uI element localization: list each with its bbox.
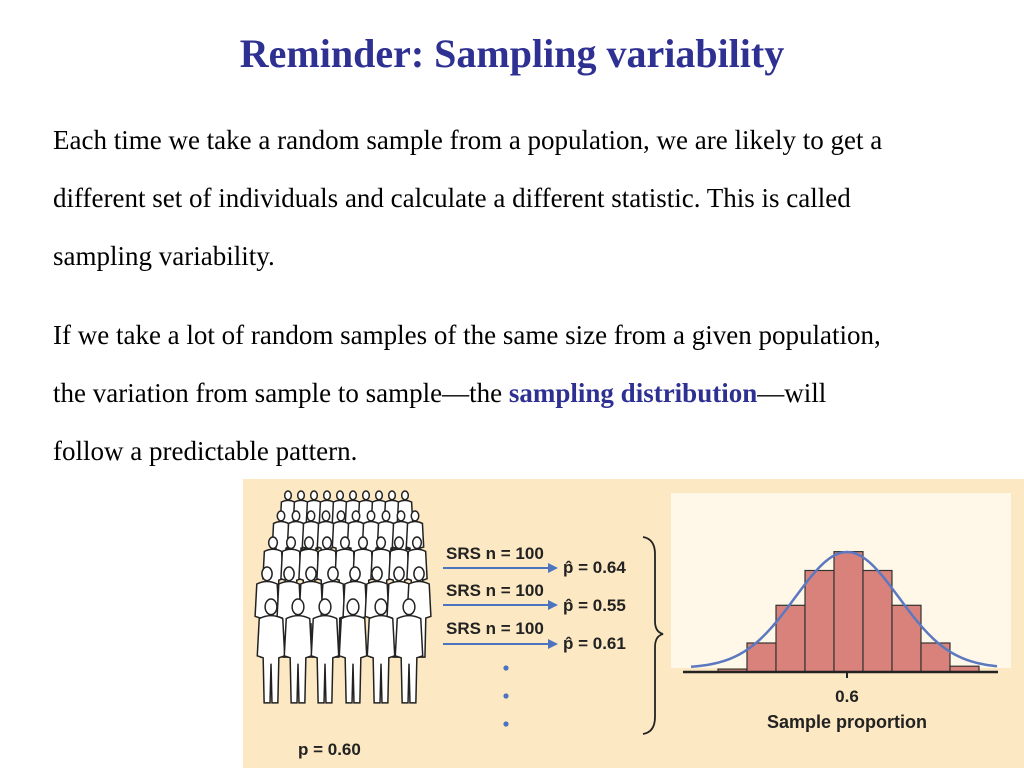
crowd-person bbox=[298, 491, 305, 500]
crowd-person bbox=[307, 511, 314, 521]
sample-3-phat: p̂ = 0.61 bbox=[563, 634, 626, 653]
crowd-person bbox=[339, 616, 366, 703]
crowd-person bbox=[394, 567, 404, 581]
crowd-person bbox=[350, 567, 360, 581]
crowd-person bbox=[311, 491, 318, 500]
crowd-person bbox=[382, 511, 389, 521]
crowd-person bbox=[287, 537, 296, 549]
sample-2-phat: p̂ = 0.55 bbox=[563, 596, 626, 615]
sample-2-srs-label: SRS n = 100 bbox=[446, 581, 544, 600]
x-axis-label: Sample proportion bbox=[766, 712, 928, 732]
crowd-person bbox=[324, 491, 331, 500]
histogram-bar bbox=[863, 571, 892, 673]
sample-3-arrowhead bbox=[548, 639, 558, 649]
crowd-person bbox=[262, 567, 272, 581]
population-crowd-illustration bbox=[255, 491, 431, 703]
crowd-person bbox=[413, 537, 422, 549]
histogram-bar bbox=[892, 605, 921, 672]
para2-end: —will follow a predictable pattern. bbox=[53, 378, 827, 466]
crowd-person bbox=[397, 511, 404, 521]
x-tick-label: 0.6 bbox=[835, 687, 859, 706]
crowd-person bbox=[292, 599, 304, 615]
crowd-person bbox=[337, 511, 344, 521]
histogram-bar bbox=[834, 552, 863, 672]
crowd-person bbox=[292, 511, 299, 521]
crowd-person bbox=[367, 616, 394, 703]
crowd-person bbox=[323, 537, 332, 549]
crowd-person bbox=[389, 491, 396, 500]
sample-2 bbox=[443, 581, 626, 615]
sample-3-srs-label: SRS n = 100 bbox=[446, 619, 544, 638]
crowd-person bbox=[277, 511, 284, 521]
continuation-dot bbox=[503, 721, 508, 726]
paragraph-sampling-distribution bbox=[53, 306, 883, 480]
crowd-person bbox=[328, 567, 338, 581]
curly-brace bbox=[643, 537, 663, 734]
crowd-person bbox=[265, 599, 277, 615]
sampling-figure bbox=[243, 479, 1024, 768]
continuation-dot bbox=[503, 665, 508, 670]
sample-1-arrowhead bbox=[548, 563, 558, 573]
crowd-person bbox=[414, 567, 424, 581]
crowd-person bbox=[257, 616, 284, 703]
sample-2-arrowhead bbox=[548, 600, 558, 610]
crowd-person bbox=[347, 599, 359, 615]
sample-1-srs-label: SRS n = 100 bbox=[446, 544, 544, 563]
crowd-person bbox=[306, 567, 316, 581]
crowd-person bbox=[337, 491, 344, 500]
crowd-person bbox=[375, 599, 387, 615]
crowd-person bbox=[395, 537, 404, 549]
crowd-person bbox=[284, 567, 294, 581]
crowd-person bbox=[377, 537, 386, 549]
paragraph-sampling-variability: Each time we take a random sample from a population, we are likely to get a different set of individuals and calculate a different statistic. This is called sampling variability. bbox=[53, 125, 883, 271]
crowd-person bbox=[402, 491, 409, 500]
crowd-person bbox=[269, 537, 278, 549]
crowd-person bbox=[285, 491, 292, 500]
crowd-person bbox=[359, 537, 368, 549]
sample-1-phat: p̂ = 0.64 bbox=[563, 558, 626, 577]
crowd-person bbox=[395, 616, 422, 703]
crowd-person bbox=[403, 599, 415, 615]
crowd-person bbox=[322, 511, 329, 521]
sample-3 bbox=[443, 619, 626, 653]
crowd-person bbox=[367, 511, 374, 521]
crowd-person bbox=[311, 616, 338, 703]
histogram-bar bbox=[805, 571, 834, 673]
slide-title: Reminder: Sampling variability bbox=[239, 31, 785, 76]
crowd-person bbox=[284, 616, 311, 703]
population-label: p = 0.60 bbox=[298, 740, 361, 759]
crowd-person bbox=[376, 491, 383, 500]
crowd-person bbox=[372, 567, 382, 581]
crowd-person bbox=[319, 599, 331, 615]
crowd-person bbox=[305, 537, 314, 549]
para2-start: If we take a lot of random samples of the same size from a given population, the variation from sample to sample—the bbox=[53, 320, 881, 408]
sample-1 bbox=[443, 544, 626, 577]
continuation-dot bbox=[503, 693, 508, 698]
crowd-person bbox=[350, 491, 357, 500]
crowd-person bbox=[341, 537, 350, 549]
crowd-person bbox=[352, 511, 359, 521]
crowd-person bbox=[363, 491, 370, 500]
crowd-person bbox=[411, 511, 418, 521]
sampling-figure-svg bbox=[243, 479, 1024, 768]
term-sampling-distribution: sampling distribution bbox=[508, 378, 758, 408]
